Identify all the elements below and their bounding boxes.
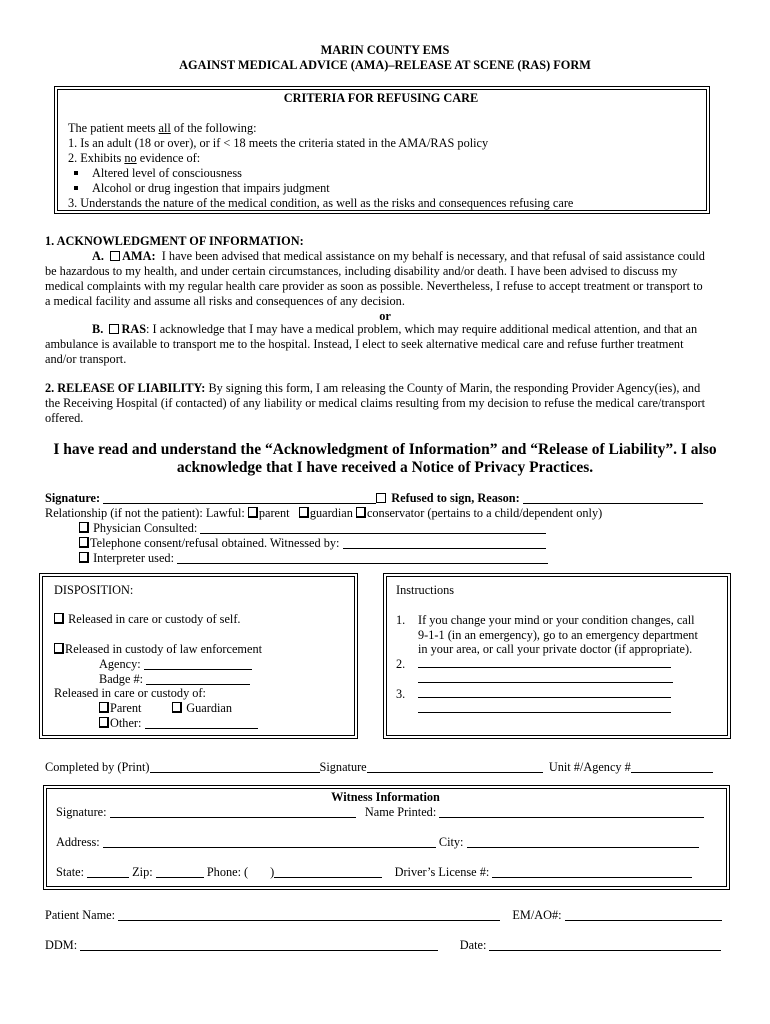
disposition-guardian-checkbox[interactable] [172,702,182,713]
instruction-1-line3: in your area, or call your private doctor (if appropriate). [418,642,693,656]
refused-checkbox[interactable] [376,493,386,503]
self-checkbox[interactable] [54,613,64,624]
instruction-1-number: 1. [396,613,406,627]
patient-row: Patient Name: EM/AO#: [45,908,722,923]
other-row: Other: [99,716,258,731]
ack-a-line1: A. AMA: I have been advised that medical assistance on my behalf is necessary, and that refusal of said assistance could [92,249,705,263]
criteria-intro: The patient meets all of the following: [68,121,257,135]
interpreter-checkbox[interactable] [79,552,89,563]
disposition-law: Released in custody of law enforcement [54,642,262,657]
instruction-2-number: 2. [396,657,406,671]
ack-a-line3: medical complaints with my regular health care provider as soon as possible. Nevertheless, I refuse to accept treatment or transport to [45,279,703,293]
interpreter-field[interactable] [177,551,548,564]
instruction-1-line1: If you change your mind or your condition changes, call [418,613,695,627]
ack-b-line3: and/or transport. [45,352,127,366]
witness-signature-row: Signature: Name Printed: [56,805,704,820]
completed-row: Completed by (Print) Signature Unit #/Agency # [45,760,713,775]
criteria-bullet-1: Altered level of consciousness [66,166,242,181]
physician-field[interactable] [200,521,546,534]
relationship-row: Relationship (if not the patient): Lawful: parent guardian conservator (pertains to a child/dependent only) [45,506,603,520]
ack-a-line2: be hazardous to my health, and under certain circumstances, including disability and/or death. I have been advised to discuss my [45,264,678,278]
or-separator: or [379,309,391,323]
patient-signature-field[interactable] [103,491,376,504]
criteria-item-1: 1. Is an adult (18 or over), or if < 18 meets the criteria stated in the AMA/RAS policy [68,136,489,150]
ddm-row: DDM: Date: [45,938,721,953]
refused-reason-field[interactable] [523,491,703,504]
other-field[interactable] [145,716,258,729]
completed-signature-field[interactable] [367,760,543,773]
guardian-checkbox[interactable] [299,507,309,518]
disposition-title: DISPOSITION: [54,583,134,597]
criteria-item-2: 2. Exhibits no evidence of: [68,151,201,165]
badge-field[interactable] [146,672,250,685]
unit-agency-field[interactable] [631,760,713,773]
disposition-care-of: Released in care or custody of: [54,686,206,700]
statement-line1: I have read and understand the “Acknowledgment of Information” and “Release of Liability”. I also [53,441,717,458]
instruction-2-field[interactable] [418,655,671,668]
witness-contact-row: State: Zip: Phone: ( ) Driver’s License #: [56,865,692,880]
bullet-icon [74,186,78,190]
criteria-title: CRITERIA FOR REFUSING CARE [283,91,479,105]
completed-by-field[interactable] [150,760,320,773]
instruction-3-field-b[interactable] [418,700,671,713]
disposition-parent-checkbox[interactable] [99,702,109,713]
ack-b-line1: B. RAS: I acknowledge that I may have a medical problem, which may require additional medical attention, and that an [92,322,698,336]
criteria-bullet-2: Alcohol or drug ingestion that impairs judgment [66,181,330,196]
witness-city-field[interactable] [467,835,699,848]
bullet-icon [74,171,78,175]
statement-line2: acknowledge that I have received a Notice of Privacy Practices. [176,459,594,476]
instruction-3-field[interactable] [418,685,671,698]
witness-zip-field[interactable] [156,865,204,878]
witness-state-field[interactable] [87,865,129,878]
agency-field[interactable] [144,657,252,670]
witness-phone-field[interactable] [274,865,382,878]
criteria-item-3: 3. Understands the nature of the medical condition, as well as the risks and consequences refusing care [68,196,574,210]
conservator-checkbox[interactable] [356,507,366,518]
witness-signature-field[interactable] [110,805,356,818]
witness-address-field[interactable] [103,835,436,848]
ack-a-line4: a medical facility and assume all risks and consequences of any decision. [45,294,405,308]
signature-row: Signature: Refused to sign, Reason: [45,491,703,506]
law-enforcement-checkbox[interactable] [54,643,64,654]
interpreter-row: Interpreter used: [79,551,548,566]
witness-license-field[interactable] [492,865,692,878]
parent-guardian-row: Parent Guardian [99,701,232,716]
witness-name-field[interactable] [439,805,704,818]
ack-heading: 1. ACKNOWLEDGMENT OF INFORMATION: [45,234,304,248]
instructions-title: Instructions [396,583,455,597]
ama-checkbox[interactable] [110,251,120,261]
instruction-2-field-b[interactable] [418,670,673,683]
ack-b-line2: ambulance is available to transport me to the hospital. Instead, I elect to seek alternative medical care and refuse further treatment [45,337,684,351]
emao-field[interactable] [565,908,722,921]
witness-address-row: Address: City: [56,835,699,850]
ddm-field[interactable] [80,938,438,951]
badge-row: Badge #: [99,672,250,687]
agency-row: Agency: [99,657,252,672]
parent-checkbox[interactable] [248,507,258,518]
patient-name-field[interactable] [118,908,500,921]
release-line2: the Receiving Hospital (if contacted) of any liability or medical claims resulting from my decision to refuse the medical care/transport [45,396,706,410]
form-agency-title: MARIN COUNTY EMS [320,43,450,57]
release-line3: offered. [45,411,84,425]
release-line1: 2. RELEASE OF LIABILITY: By signing this form, I am releasing the County of Marin, the responding Provider Agency(ies), and [45,381,701,395]
disposition-other-checkbox[interactable] [99,717,109,728]
witness-title: Witness Information [331,790,440,804]
telephone-checkbox[interactable] [79,537,89,548]
date-field[interactable] [489,938,721,951]
disposition-self: Released in care or custody of self. [54,612,241,627]
instruction-1-line2: 9-1-1 (in an emergency), go to an emergency department [418,628,698,642]
witnessed-by-field[interactable] [343,536,546,549]
telephone-row: Telephone consent/refusal obtained. Witnessed by: [79,536,546,551]
form-title: AGAINST MEDICAL ADVICE (AMA)–RELEASE AT SCENE (RAS) FORM [179,58,591,72]
physician-row: Physician Consulted: [79,521,546,536]
instruction-3-number: 3. [396,687,406,701]
physician-checkbox[interactable] [79,522,89,533]
ras-checkbox[interactable] [109,324,119,334]
